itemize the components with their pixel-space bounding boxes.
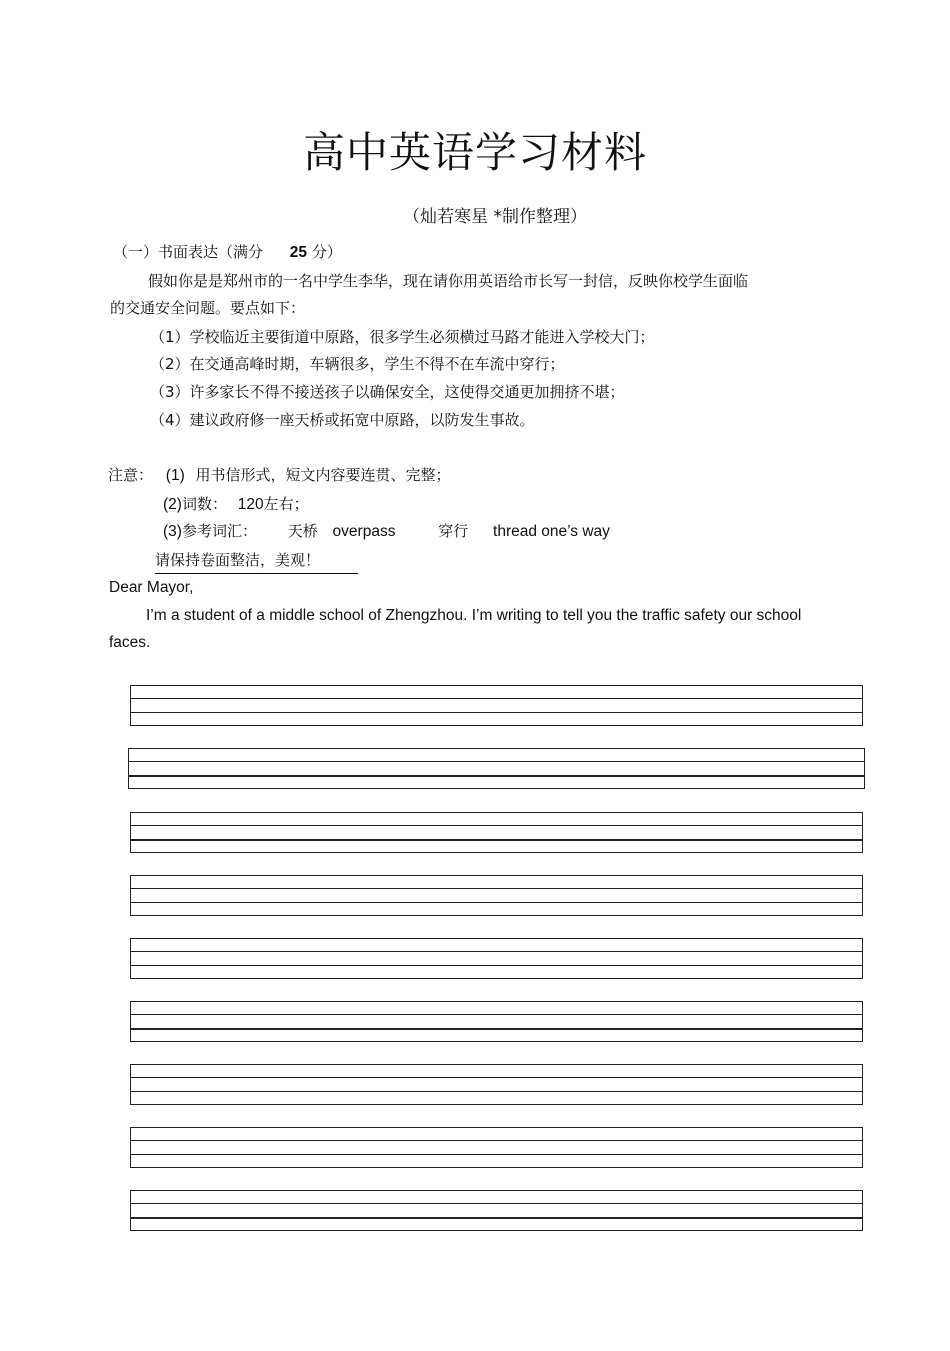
writing-line-block[interactable]: [130, 1190, 863, 1231]
writing-guide-line: [129, 775, 864, 777]
writing-line-block[interactable]: [130, 875, 863, 916]
vocab-1-cn: 天桥: [287, 522, 318, 540]
note-1-text: 用书信形式，短文内容要连贯、完整；: [195, 466, 451, 484]
writing-guide-line: [131, 888, 862, 889]
notes-label: 注意：: [108, 466, 154, 484]
letter-line-1: I’m a student of a middle school of Zhengzhou. I’m writing to tell you the traffic safety our school: [146, 607, 802, 624]
point-1: （1）学校临近主要街道中原路，很多学生必须横过马路才能进入学校大门；: [150, 328, 655, 346]
point-4: （4）建议政府修一座天桥或拓宽中原路，以防发生事故。: [150, 411, 535, 429]
page-title: 高中英语学习材料: [302, 128, 647, 177]
writing-guide-line: [131, 1091, 862, 1092]
writing-line-block[interactable]: [128, 748, 865, 789]
writing-guide-line: [131, 902, 862, 903]
prompt-line-2: 的交通安全问题。要点如下：: [110, 299, 306, 317]
vocab-2-en: thread one’s way: [493, 523, 610, 540]
writing-line-block[interactable]: [130, 812, 863, 853]
writing-line-block[interactable]: [130, 685, 863, 726]
point-2: （2）在交通高峰时期，车辆很多，学生不得不在车流中穿行；: [150, 355, 565, 373]
point-3: （3）许多家长不得不接送孩子以确保安全，这使得交通更加拥挤不堪；: [150, 383, 625, 401]
letter-salutation: Dear Mayor,: [109, 579, 194, 596]
writing-guide-line: [129, 761, 864, 762]
writing-guide-line: [131, 1140, 862, 1141]
writing-guide-line: [131, 1014, 862, 1015]
writing-line-block[interactable]: [130, 1001, 863, 1042]
writing-guide-line: [131, 839, 862, 841]
writing-guide-line: [131, 1203, 862, 1204]
note-3: [163, 520, 610, 541]
writing-guide-line: [131, 698, 862, 699]
section-heading: [113, 241, 342, 262]
writing-line-block[interactable]: [130, 1127, 863, 1168]
writing-guide-line: [131, 1154, 862, 1155]
note-3-text: 参考词汇：: [181, 522, 257, 540]
vocab-1-en: overpass: [332, 523, 396, 540]
section-suffix: 分）: [311, 243, 342, 261]
note-2: [163, 493, 309, 514]
writing-guide-line: [131, 1028, 862, 1030]
reminder: 请保持卷面整洁，美观！: [155, 549, 358, 574]
note-1: [108, 464, 451, 485]
note-3-number: (3): [163, 523, 182, 540]
writing-line-block[interactable]: [130, 1064, 863, 1105]
writing-guide-line: [131, 965, 862, 966]
section-label: （一）书面表达（满分: [113, 243, 264, 261]
note-2-count: 120: [237, 496, 264, 513]
section-score: 25: [289, 244, 308, 261]
note-2-number: (2): [163, 496, 182, 513]
writing-guide-line: [131, 951, 862, 952]
writing-guide-line: [131, 712, 862, 713]
writing-guide-line: [131, 825, 862, 826]
note-2-text: 词数：: [181, 495, 227, 513]
vocab-2-cn: 穿行: [438, 522, 469, 540]
letter-line-2: faces.: [109, 634, 151, 651]
note-1-number: (1): [165, 467, 185, 484]
page-subtitle: （灿若寒星 *制作整理）: [403, 207, 587, 227]
writing-guide-line: [131, 1077, 862, 1078]
writing-guide-line: [131, 1217, 862, 1219]
note-2-suffix: 左右；: [263, 495, 309, 513]
prompt-line-1: 假如你是是郑州市的一名中学生李华，现在请你用英语给市长写一封信，反映你校学生面临: [148, 272, 749, 290]
writing-line-block[interactable]: [130, 938, 863, 979]
